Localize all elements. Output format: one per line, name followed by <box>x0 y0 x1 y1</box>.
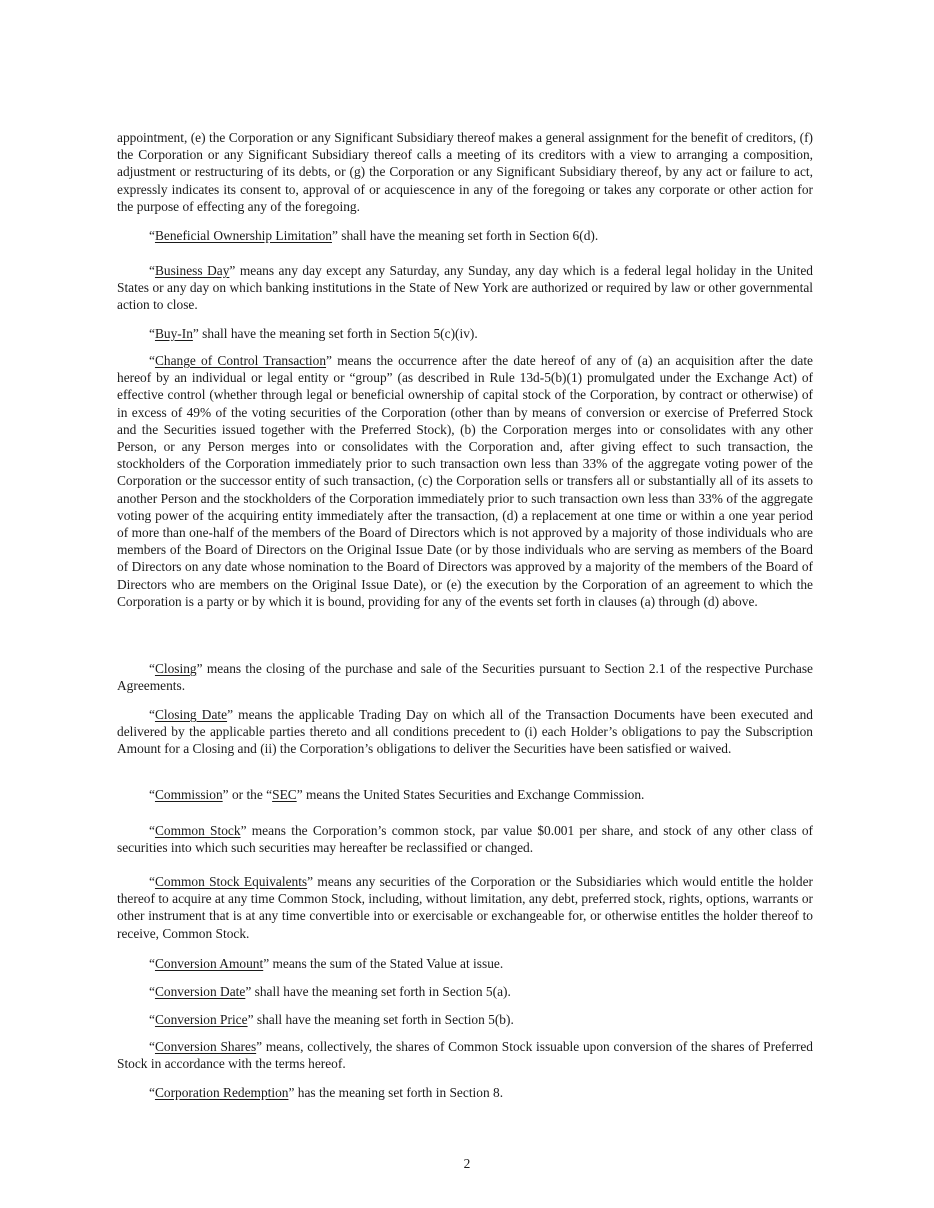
defined-term: Beneficial Ownership Limitation <box>154 228 332 243</box>
defined-term: Closing <box>154 661 197 676</box>
defined-term: Closing Date <box>154 707 228 722</box>
definition-closing-date: “Closing Date” means the applicable Trading Day on which all of the Transaction Documents have been executed and delivered by the applicable parties thereto and all conditions precedent to (i) each Holder’s obligations to pay the Subscription Amount for a Closing and (ii) the Corporation’s obligations to deliver the Securities have been satisfied or waived. <box>117 707 814 757</box>
defined-term: Buy-In <box>154 326 193 341</box>
defined-term: Conversion Date <box>154 984 246 999</box>
definition-corporation-redemption: “Corporation Redemption” has the meaning set forth in Section 8. <box>149 1085 504 1100</box>
defined-term-sec: SEC <box>272 787 297 802</box>
defined-term: Commission <box>154 787 223 802</box>
definition-conversion-price: “Conversion Price” shall have the meaning set forth in Section 5(b). <box>149 1012 514 1027</box>
definition-beneficial-ownership-limitation: “Beneficial Ownership Limitation” shall have the meaning set forth in Section 6(d). <box>149 228 599 243</box>
definition-common-stock: “Common Stock” means the Corporation’s common stock, par value $0.001 per share, and stock of any other class of securities into which such securities may hereafter be reclassified or changed. <box>117 823 813 856</box>
page-number: 2 <box>463 1156 471 1171</box>
defined-term: Common Stock Equivalents <box>154 874 308 889</box>
paragraph-text: appointment, (e) the Corporation or any Significant Subsidiary thereof makes a general assignment for the benefit of creditors, (f) the Corporation or any Significant Subsidiary thereof calls a meeting of its creditors with a view to arranging a composition, adjustment or restructuring of its debts, or (g) the Corporation or any Significant Subsidiary thereof, by any act or failure to act, expressly indicates its consent to, approval of or acquiescence in any of the foregoing or takes any corporate or other action for the purpose of effecting any of the foregoing. <box>117 130 813 214</box>
paragraph-bankruptcy-continuation <box>117 129 813 215</box>
definition-conversion-amount: “Conversion Amount” means the sum of the Stated Value at issue. <box>149 956 504 971</box>
definition-closing: “Closing” means the closing of the purchase and sale of the Securities pursuant to Section 2.1 of the respective Purchase Agreements. <box>117 661 813 694</box>
defined-term: Conversion Shares <box>154 1039 257 1054</box>
definition-conversion-date: “Conversion Date” shall have the meaning set forth in Section 5(a). <box>149 984 511 999</box>
defined-term: Conversion Amount <box>154 956 264 971</box>
definition-change-of-control-transaction: “Change of Control Transaction” means the occurrence after the date hereof of any of (a) an acquisition after the date hereof by an individual or legal entity or “group” (as described in Rule 13d-5(b)(1) promulgated under the Exchange Act) of effective control (whether through legal or beneficial ownership of capital stock of the Corporation, by contract or otherwise) of in excess of 49% of the voting securities of the Corporation (other than by means of conversion or exercise of Preferred Stock and the Securities issued together with the Preferred Stock), (b) the Corporation merges into or consolidates with any other Person, or any Person merges into or consolidates with the Corporation and, after giving effect to such transaction, the stockholders of the Corporation immediately prior to such transaction own less than 33% of the aggregate voting power of the Corporation or the successor entity of such transaction, (c) the Corporation sells or transfers all or substantially all of its assets to another Person and the stockholders of the Corporation immediately prior to such transaction own less than 33% of the aggregate voting power of the acquiring entity immediately after the transaction, (d) a replacement at one time or within a one year period of more than one-half of the members of the Board of Directors which is not approved by a majority of those individuals who are members of the Board of Directors on the Original Issue Date (or by those individuals who are serving as members of the Board of Directors on any date whose nomination to the Board of Directors was approved by a majority of the members of the Board of Directors who are members on the Original Issue Date), or (e) the execution by the Corporation of an agreement to which the Corporation is a party or by which it is bound, providing for any of the events set forth in clauses (a) through (d) above. <box>117 353 814 609</box>
definition-buy-in: “Buy-In” shall have the meaning set forth in Section 5(c)(iv). <box>149 326 478 341</box>
definition-conversion-shares: “Conversion Shares” means, collectively, the shares of Common Stock issuable upon conversion of the shares of Preferred Stock in accordance with the terms hereof. <box>117 1039 813 1072</box>
defined-term: Corporation Redemption <box>154 1085 289 1100</box>
defined-term: Conversion Price <box>154 1012 248 1027</box>
defined-term: Common Stock <box>154 823 241 838</box>
definition-common-stock-equivalents: “Common Stock Equivalents” means any securities of the Corporation or the Subsidiaries which would entitle the holder thereof to acquire at any time Common Stock, including, without limitation, any debt, preferred stock, rights, options, warrants or other instrument that is at any time convertible into or exercisable or exchangeable for, or otherwise entitles the holder thereof to receive, Common Stock. <box>117 874 814 941</box>
definition-business-day: “Business Day” means any day except any Saturday, any Sunday, any day which is a federal legal holiday in the United States or any day on which banking institutions in the State of New York are authorized or required by law or other governmental action to close. <box>117 263 813 313</box>
definition-commission: “Commission” or the “SEC” means the United States Securities and Exchange Commission. <box>149 787 645 802</box>
defined-term: Change of Control Transaction <box>154 353 327 368</box>
defined-term: Business Day <box>154 263 230 278</box>
